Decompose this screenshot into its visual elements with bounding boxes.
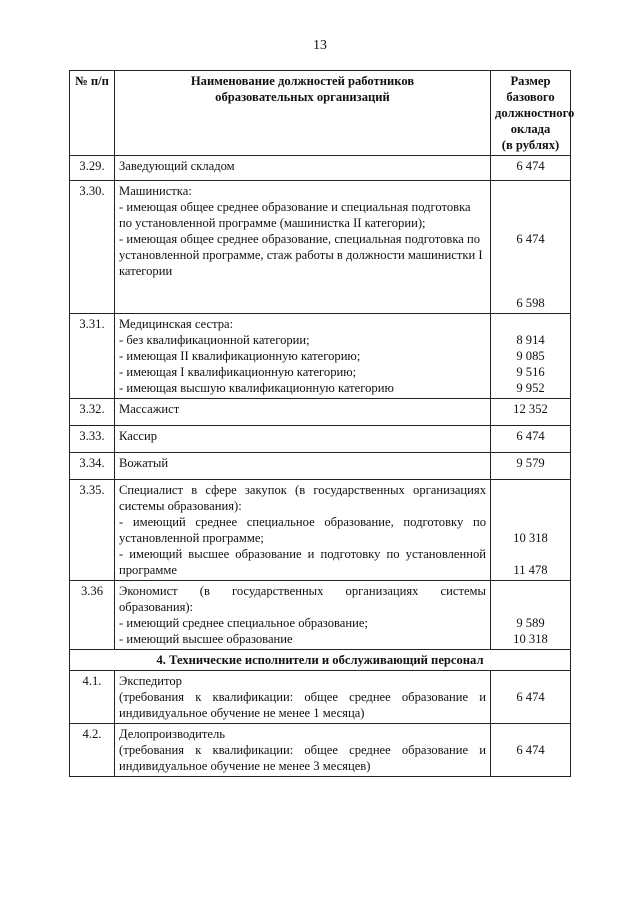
salary-values [491, 480, 571, 581]
salary-value: 12 352 [491, 399, 571, 426]
salary-table [69, 70, 575, 777]
table-row [70, 181, 571, 314]
salary-value: 10 318 [513, 531, 548, 545]
header-name-line: Наименование должностей работников [190, 74, 415, 88]
row-number: 3.29. [70, 156, 115, 181]
position-item: - имеющая общее среднее образование и специальная подготовка по установленной программе (машинистка II категории); [119, 200, 471, 230]
salary-values [491, 581, 571, 650]
salary-value: 9 085 [516, 349, 545, 363]
position-title: Экономист (в государственных организациях системы образования): [119, 584, 486, 614]
position-item: - имеющая высшую квалификационную категорию [119, 381, 394, 395]
section-row [70, 650, 571, 671]
salary-value: 9 589 [516, 616, 545, 630]
position-item: - без квалификационной категории; [119, 333, 310, 347]
salary-value: 8 914 [516, 333, 545, 347]
position-name [115, 314, 491, 399]
table-header-row [70, 71, 571, 156]
salary-value: 9 579 [491, 453, 571, 480]
salary-value: 9 516 [516, 365, 545, 379]
row-number: 3.34. [70, 453, 115, 480]
salary-value: 9 952 [516, 381, 545, 395]
position-name: Кассир [115, 426, 491, 453]
salary-value: 6 474 [491, 426, 571, 453]
position-desc: (требования к квалификации: общее среднее образование и индивидуальное обучение не менее 3 месяцев) [119, 743, 486, 773]
position-title: Экспедитор [119, 674, 182, 688]
row-number: 3.35. [70, 480, 115, 581]
header-salary-line: должностного [495, 106, 575, 120]
table-row [70, 399, 571, 426]
salary-value: 6 474 [491, 156, 571, 181]
position-title: Медицинская сестра: [119, 317, 234, 331]
position-item: - имеющая II квалификационную категорию; [119, 349, 361, 363]
row-number: 3.33. [70, 426, 115, 453]
position-name [115, 181, 491, 314]
header-salary [491, 71, 575, 156]
position-title: Делопроизводитель [119, 727, 226, 741]
header-num: № п/п [70, 71, 115, 156]
position-name [115, 581, 491, 650]
salary-value: 6 474 [516, 232, 545, 246]
table-row [70, 671, 571, 724]
salary-values [491, 181, 571, 314]
table-row [70, 453, 571, 480]
header-salary-line: базового [506, 90, 555, 104]
position-name: Массажист [115, 399, 491, 426]
position-name: Заведующий складом [115, 156, 491, 181]
header-name-line: образовательных организаций [215, 90, 390, 104]
position-name [115, 671, 491, 724]
table-row [70, 724, 571, 777]
header-name [115, 71, 491, 156]
header-salary-line: Размер [510, 74, 551, 88]
header-salary-line: (в рублях) [501, 138, 560, 152]
position-name [115, 480, 491, 581]
row-number: 3.31. [70, 314, 115, 399]
salary-value: 6 474 [491, 724, 571, 777]
position-item: - имеющая I квалификационную категорию; [119, 365, 357, 379]
position-item: - имеющий среднее специальное образование; [119, 616, 368, 630]
row-number: 4.2. [70, 724, 115, 777]
row-number: 3.32. [70, 399, 115, 426]
row-number: 4.1. [70, 671, 115, 724]
row-number: 3.30. [70, 181, 115, 314]
position-item: - имеющий высшее образование и подготовку по установленной программе [119, 547, 486, 577]
page-number: 13 [313, 38, 327, 53]
salary-value: 6 598 [516, 296, 545, 310]
position-desc: (требования к квалификации: общее среднее образование и индивидуальное обучение не менее 1 месяца) [119, 690, 486, 720]
position-title: Специалист в сфере закупок (в государственных организациях системы образования): [119, 483, 486, 513]
position-title: Машинистка: [119, 184, 192, 198]
position-item: - имеющий среднее специальное образование, подготовку по установленной программе; [119, 515, 486, 545]
position-item: - имеющая общее среднее образование, специальная подготовка по установленной программе, стаж работы в должности машинистки I категории [119, 232, 483, 278]
position-name [115, 724, 491, 777]
table-row [70, 314, 571, 399]
section-title: 4. Технические исполнители и обслуживающий персонал [70, 650, 571, 671]
salary-value: 10 318 [513, 632, 548, 646]
header-salary-line: оклада [510, 122, 551, 136]
table-row [70, 480, 571, 581]
table-row [70, 156, 571, 181]
table-row [70, 426, 571, 453]
salary-value: 6 474 [491, 671, 571, 724]
position-name: Вожатый [115, 453, 491, 480]
row-number: 3.36 [70, 581, 115, 650]
position-item: - имеющий высшее образование [119, 632, 293, 646]
salary-value: 11 478 [513, 563, 548, 577]
table-row [70, 581, 571, 650]
salary-values [491, 314, 571, 399]
